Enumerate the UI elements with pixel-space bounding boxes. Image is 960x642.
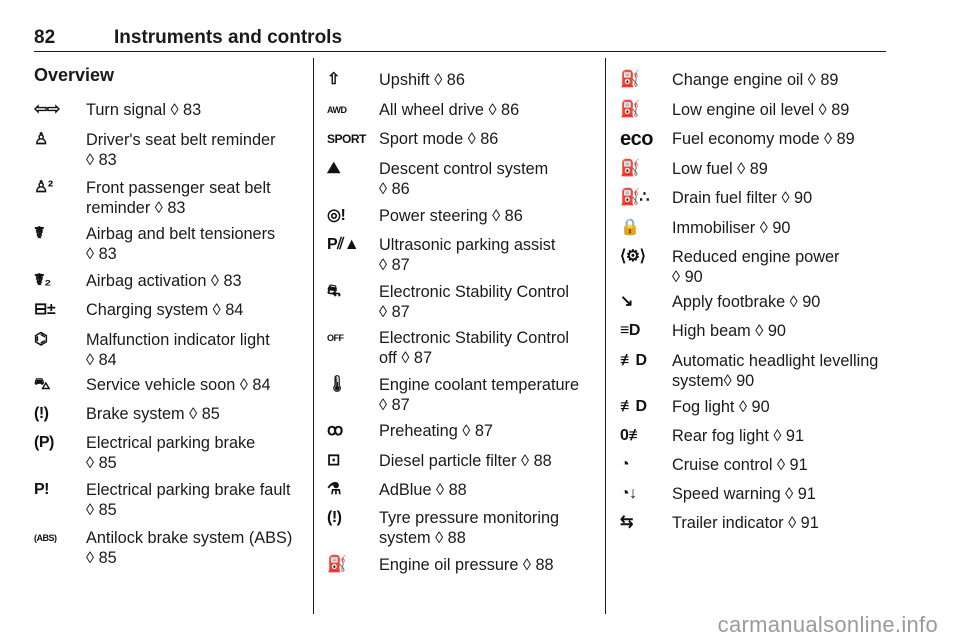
airbag-activation-icon: ☤₂ <box>34 272 51 289</box>
entry-text: Electrical parking brake ◊ 85 <box>86 434 256 472</box>
rear-fog-light-icon: 0≢ <box>620 427 644 444</box>
entry-text: Automatic headlight levelling system◊ 90 <box>672 352 879 390</box>
trailer-icon: ⇆ <box>620 514 633 531</box>
stability-control-off-icon: OFF <box>327 333 344 343</box>
preheating-icon: ꝏ <box>327 422 343 439</box>
particle-filter-icon: ⊡ <box>327 452 340 469</box>
entry-text: Preheating ◊ 87 <box>379 422 493 440</box>
entry-text: Driver's seat belt reminder ◊ 83 <box>86 131 276 169</box>
abs-icon: (ABS) <box>34 533 57 543</box>
entry-text: Tyre pressure monitoring system ◊ 88 <box>379 509 560 547</box>
power-steering-icon: ◎! <box>327 207 346 224</box>
sport-mode-icon: SPORT <box>327 132 366 146</box>
section-title: Overview <box>34 65 115 85</box>
entry-text: Antilock brake system (ABS) ◊ 85 <box>86 529 293 567</box>
entry-text: Engine oil pressure ◊ 88 <box>379 556 554 574</box>
entry-text: Rear fog light ◊ 91 <box>672 427 805 445</box>
entry-text: Malfunction indicator light ◊ 84 <box>86 331 270 369</box>
entry-text: Sport mode ◊ 86 <box>379 130 499 148</box>
entry-text: Low engine oil level ◊ 89 <box>672 101 850 119</box>
entry-text: Ultrasonic parking assist ◊ 87 <box>379 236 556 274</box>
upshift-icon: ⇧ <box>327 71 340 88</box>
entry-text: Charging system ◊ 84 <box>86 301 244 319</box>
entry-text: Electronic Stability Control ◊ 87 <box>379 283 570 321</box>
immobiliser-icon: 🔒 <box>620 219 640 236</box>
service-car-icon: ⛍ <box>34 376 50 393</box>
entry-text: Service vehicle soon ◊ 84 <box>86 376 271 394</box>
airbag-icon: ☤ <box>34 225 45 242</box>
engine-icon: ⌬ <box>34 331 48 348</box>
entry-text: Apply footbrake ◊ 90 <box>672 293 821 311</box>
tyre-pressure-icon: (!) <box>327 509 342 526</box>
entry-text: Upshift ◊ 86 <box>379 71 465 89</box>
entry-text: Drain fuel filter ◊ 90 <box>672 189 813 207</box>
stability-control-icon: ⛐ <box>327 283 341 300</box>
change-oil-icon: ⛽ <box>620 71 640 88</box>
entry-text: Airbag and belt tensioners ◊ 83 <box>86 225 276 263</box>
entry-text: Electrical parking brake fault ◊ 85 <box>86 481 291 519</box>
entry-text: Power steering ◊ 86 <box>379 207 523 225</box>
entry-text: Diesel particle filter ◊ 88 <box>379 452 552 470</box>
entry-text: All wheel drive ◊ 86 <box>379 101 520 119</box>
entry-text: Engine coolant temperature ◊ 87 <box>379 376 580 414</box>
high-beam-icon: ≡D <box>620 322 640 339</box>
descent-control-icon: ⛰ <box>327 160 340 177</box>
watermark: carmanualsonline.info <box>717 612 938 637</box>
entry-text: Low fuel ◊ 89 <box>672 160 768 178</box>
entry-text: Reduced engine power ◊ 90 <box>672 248 840 286</box>
turn-signal-icon: ⇦⇨ <box>34 101 60 118</box>
entry-text: Front passenger seat belt reminder ◊ 83 <box>86 179 271 217</box>
column-divider <box>605 58 606 614</box>
low-fuel-icon: ⛽ <box>620 160 640 177</box>
entry-text: Cruise control ◊ 91 <box>672 456 808 474</box>
cruise-control-icon: ◔ <box>620 456 630 473</box>
reduced-power-icon: ⟨⚙⟩ <box>620 248 646 265</box>
page-header <box>34 27 886 52</box>
page-title: Instruments and controls <box>114 27 343 48</box>
fuel-filter-icon: ⛽∴ <box>620 189 650 206</box>
entry-text: Trailer indicator ◊ 91 <box>672 514 819 532</box>
fog-light-icon: ≢D <box>620 398 647 415</box>
adblue-icon: ⚗ <box>327 481 341 498</box>
awd-icon: AWD <box>327 105 347 115</box>
entry-text: Change engine oil ◊ 89 <box>672 71 839 89</box>
entry-text: Electronic Stability Control off ◊ 87 <box>379 329 570 367</box>
entry-text: Brake system ◊ 85 <box>86 405 220 423</box>
entry-text: AdBlue ◊ 88 <box>379 481 467 499</box>
brake-system-icon: (!) <box>34 405 49 422</box>
parking-brake-icon: (P) <box>34 434 54 451</box>
eco-icon: eco <box>620 128 653 150</box>
entry-text: Fog light ◊ 90 <box>672 398 770 416</box>
passenger-seat-belt-icon: ♙² <box>34 179 53 196</box>
page-number: 82 <box>34 27 56 48</box>
column-divider <box>313 58 314 614</box>
parking-brake-fault-icon: P! <box>34 481 49 498</box>
entry-text: High beam ◊ 90 <box>672 322 786 340</box>
battery-icon: ⊟± <box>34 301 56 318</box>
coolant-temperature-icon: 🌡 <box>327 376 347 393</box>
headlight-levelling-icon: ≢D <box>620 352 647 369</box>
parking-assist-icon: P⫽▲ <box>327 236 360 253</box>
speed-warning-icon: ◔↓ <box>620 485 637 502</box>
entry-text: Turn signal ◊ 83 <box>86 101 202 119</box>
entry-text: Immobiliser ◊ 90 <box>672 219 791 237</box>
footbrake-icon: ↘ <box>620 293 633 310</box>
entry-text: Descent control system ◊ 86 <box>379 160 549 198</box>
entry-text: Airbag activation ◊ 83 <box>86 272 242 290</box>
seat-belt-icon: ♙ <box>34 131 48 148</box>
entry-text: Speed warning ◊ 91 <box>672 485 816 503</box>
entry-text: Fuel economy mode ◊ 89 <box>672 130 855 148</box>
oil-pressure-icon: ⛽ <box>327 556 347 573</box>
low-oil-icon: ⛽ <box>620 101 640 118</box>
